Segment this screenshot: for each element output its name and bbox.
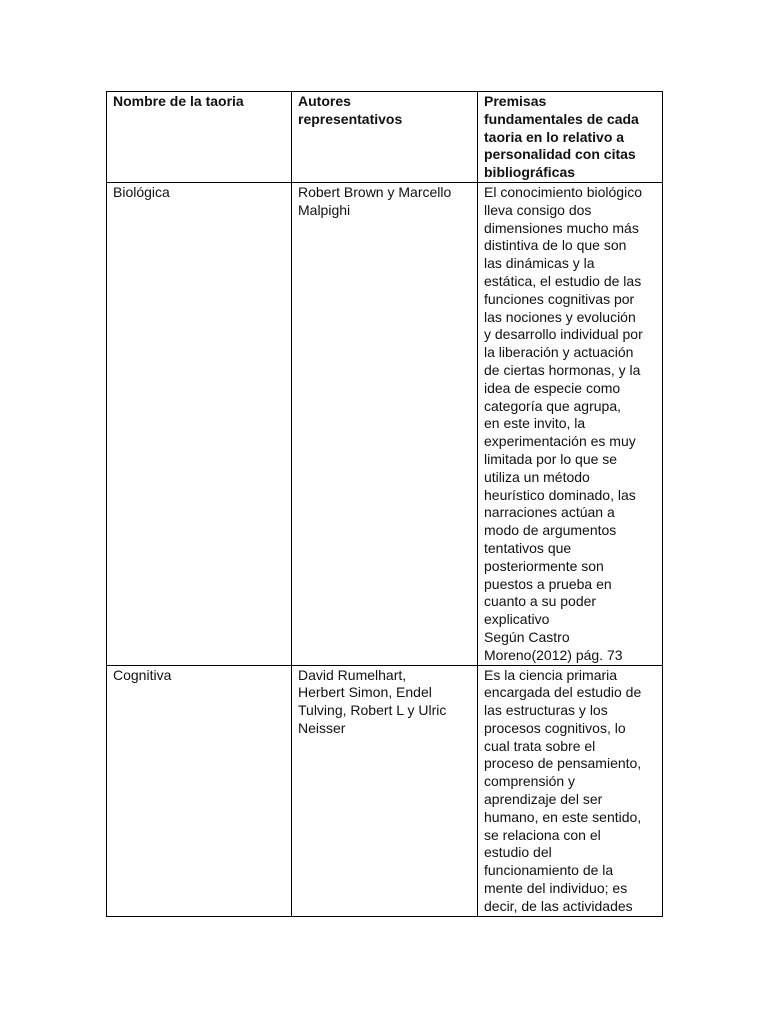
premises-text: El conocimiento biológico lleva consigo dos dimensiones mucho más distintiva de lo que son las dinámicas y la estática, el estudio de las funciones cognitivas por las nociones y evolución y desarrollo individual por la liberación y actuación de ciertas hormonas, y la idea de especie como categoría que agrupa, en este invito, la experimentación es muy limitada por lo que se utiliza un método heurístico dominado, las narraciones actúan a modo de argumentos tentativos que posteriormente son puestos a prueba en cuanto a su poder explicativo: [484, 183, 643, 628]
premises-cell: Es la ciencia primaria encargada del estudio de las estructuras y los procesos cognitivos, lo cual trata sobre el proceso de pensamiento, comprensión y aprendizaje del ser humano, en este sentido, se relaciona con el estudio del funcionamiento de la mente del individuo; es decir, de las actividades: [478, 665, 663, 916]
table-header-row: [107, 92, 663, 183]
header-authors: Autores representativos: [292, 92, 478, 183]
citation-text: Según Castro Moreno(2012) pág. 73: [484, 628, 623, 663]
premises-cell: [478, 182, 663, 665]
table-row: [107, 665, 663, 916]
theory-name-cell: Biológica: [107, 182, 292, 665]
theory-table: [106, 91, 663, 917]
theory-name-cell: Cognitiva: [107, 665, 292, 916]
table-row: [107, 182, 663, 665]
header-premises: Premisas fundamentales de cada taoria en lo relativo a personalidad con citas bibliográficas: [478, 92, 663, 183]
header-theory-name: Nombre de la taoria: [107, 92, 292, 183]
authors-cell: David Rumelhart, Herbert Simon, Endel Tulving, Robert L y Ulric Neisser: [292, 665, 478, 916]
authors-cell: Robert Brown y Marcello Malpighi: [292, 182, 478, 665]
